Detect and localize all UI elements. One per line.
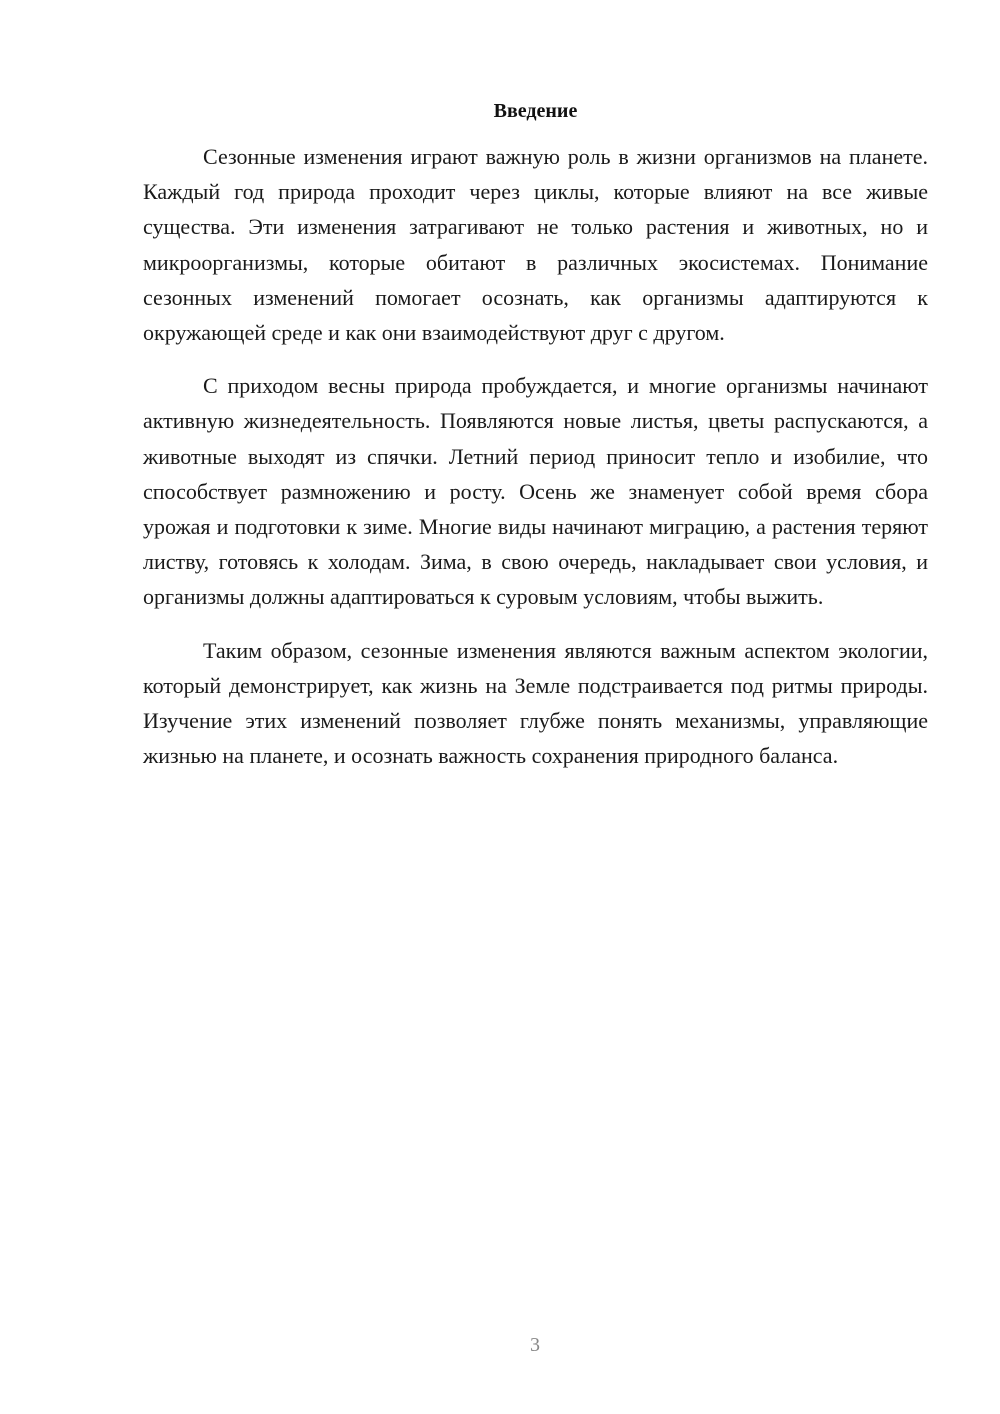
paragraph-3: Таким образом, сезонные изменения являются важным аспектом экологии, который демонстрирует, как жизнь на Земле подстраивается под ритмы природы. Изучение этих изменений позволяет глубже понять механизмы, управляющие жизнью на планете, и осознать важность сохранения природного баланса. xyxy=(143,637,928,769)
paragraph-2: С приходом весны природа пробуждается, и многие организмы начинают активную жизнедеятельность. Появляются новые листья, цветы распускаются, а животные выходят из спячки. Летний период приносит тепло и изобилие, что способствует размножению и росту. Осень же знаменует собой время сбора урожая и подготовки к зиме. Многие виды начинают миграцию, а растения теряют листву, готовясь к холодам. Зима, в свою очередь, накладывает свои условия, и организмы должны адаптироваться к суровым условиям, чтобы выжить. xyxy=(143,373,928,610)
paragraph-1: Сезонные изменения играют важную роль в жизни организмов на планете. Каждый год природа проходит через циклы, которые влияют на все живые существа. Эти изменения затрагивают не только растения и животных, но и микроорганизмы, которые обитают в различных экосистемах. Понимание сезонных изменений помогает осознать, как организмы адаптируются к окружающей среде и как они взаимодействуют друг с другом. xyxy=(143,144,928,346)
section-heading: Введение xyxy=(493,100,578,122)
page-content xyxy=(143,94,928,791)
page-number: 3 xyxy=(530,1334,540,1356)
